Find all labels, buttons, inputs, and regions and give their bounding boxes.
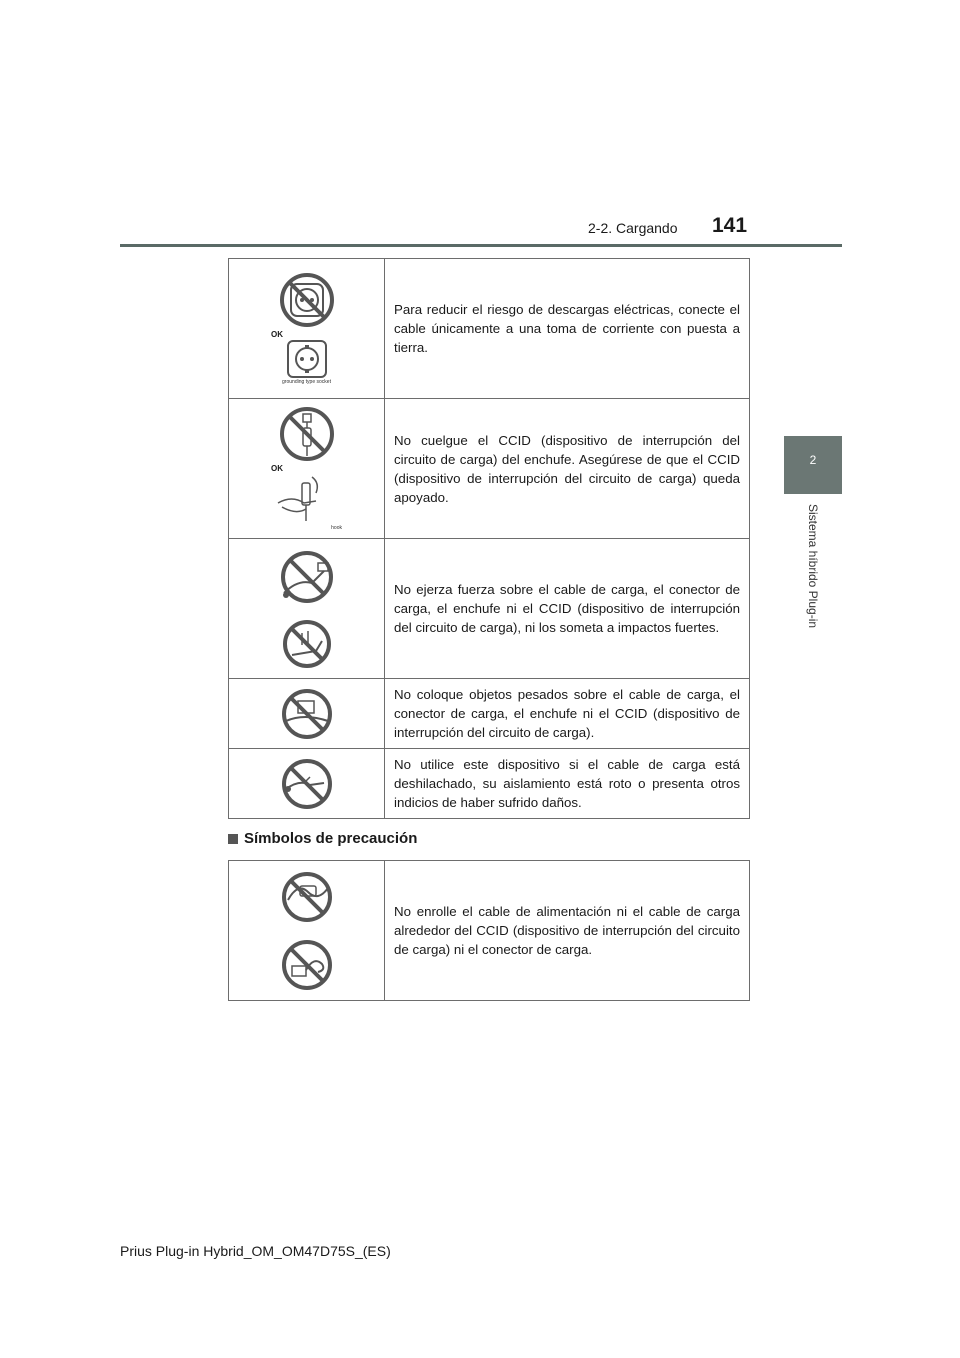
caution-symbols-table [228, 860, 750, 1001]
hook-caption: hook [331, 525, 342, 531]
icon-cell [229, 679, 385, 749]
section-heading-text: Símbolos de precaución [244, 830, 418, 847]
table-row [229, 399, 750, 539]
precaution-table [228, 258, 750, 819]
section-heading [228, 830, 417, 847]
page-number: 141 [712, 214, 748, 237]
footer-text: Prius Plug-in Hybrid_OM_OM47D75S_(ES) [120, 1243, 391, 1259]
section-title: 2-2. Cargando [588, 220, 678, 236]
table-row [229, 749, 750, 819]
square-bullet-icon [228, 834, 238, 844]
icon-cell [229, 259, 385, 399]
no-wrap-connector-icon [280, 938, 334, 992]
table-row [229, 539, 750, 679]
icon-cell [229, 399, 385, 539]
row-text: No utilice este dispositivo si el cable de carga está deshilachado, su aislamiento está roto o presenta otros indicios de haber sufrido daños. [385, 749, 750, 819]
header-rule [120, 244, 842, 247]
ok-label: OK [271, 330, 283, 339]
icon-cell [229, 861, 385, 1001]
no-hanging-ccid-icon [279, 406, 335, 462]
no-wrap-cable-icon [280, 870, 334, 924]
no-ungrounded-socket-icon [279, 272, 335, 328]
icon-cell [229, 539, 385, 679]
table-row [229, 861, 750, 1001]
grounded-socket-icon [284, 339, 330, 379]
row-text: No cuelgue el CCID (dispositivo de interrupción del circuito de carga) del enchufe. Asegúrese de que el CCID (dispositivo de interrupción del circuito de carga) queda apoyado. [385, 399, 750, 539]
chapter-tab-label-wrap [767, 503, 859, 629]
chapter-tab-number: 2 [809, 453, 817, 467]
supported-ccid-icon [272, 473, 342, 525]
socket-caption: grounding type socket [282, 379, 331, 385]
no-force-cable-icon [278, 549, 336, 605]
icon-cell [229, 749, 385, 819]
row-text: No ejerza fuerza sobre el cable de carga, el conector de carga, el enchufe ni el CCID (dispositivo de interrupción del circuito de carga), ni los someta a impactos fuertes. [385, 539, 750, 679]
row-text: No enrolle el cable de alimentación ni el cable de carga alrededor del CCID (dispositivo de interrupción del circuito de carga) ni el conector de carga. [385, 861, 750, 1001]
row-text: Para reducir el riesgo de descargas eléctricas, conecte el cable únicamente a una toma de corriente con puesta a tierra. [385, 259, 750, 399]
table-row [229, 259, 750, 399]
ok-label: OK [271, 464, 283, 473]
chapter-tab-label: Sistema híbrido Plug-in [806, 503, 820, 629]
table-row [229, 679, 750, 749]
no-impact-icon [282, 619, 332, 669]
no-heavy-objects-icon [280, 687, 334, 741]
no-damaged-cable-icon [280, 757, 334, 811]
row-text: No coloque objetos pesados sobre el cable de carga, el conector de carga, el enchufe ni el CCID (dispositivo de interrupción del circuito de carga). [385, 679, 750, 749]
